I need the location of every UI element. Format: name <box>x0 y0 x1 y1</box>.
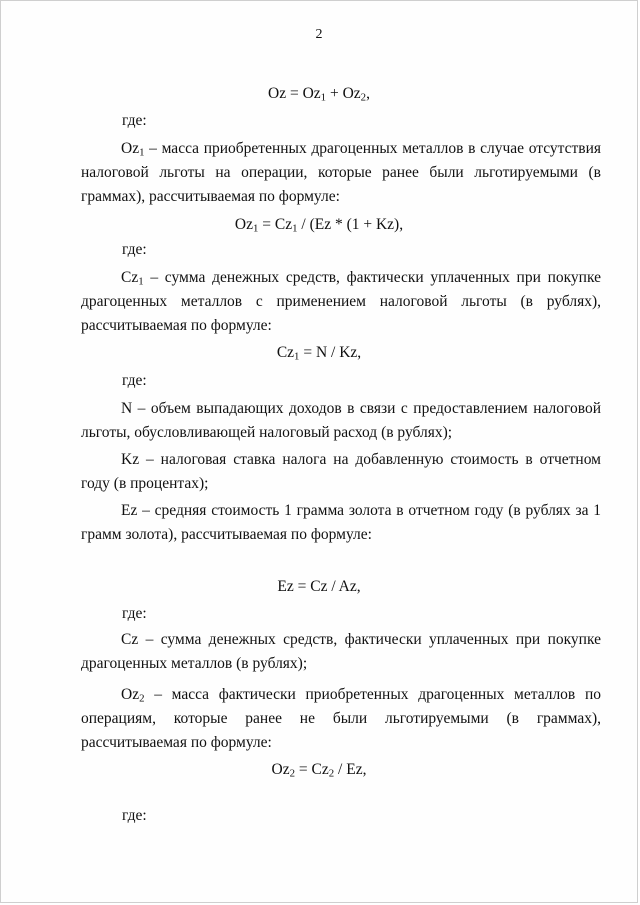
formula-cz1: $Cz_1 = N / Kz$, <box>276 344 362 363</box>
page-number: 2 <box>315 27 323 42</box>
definition-cz1: $Cz_1$ – сумма денежных средств, фактически уплаченных при покупке драгоценных металлов с применением налоговой льготы (в рублях), рассчитываемая по формуле: <box>81 269 601 334</box>
definition-ez: Ez – средняя стоимость 1 грамма золота в отчетном году (в рублях за 1 грамм золота), рассчитываемая по формуле: <box>81 502 601 543</box>
definition-oz2: $Oz_2$ – масса фактически приобретенных драгоценных металлов по операциям, которые ранее не были льготируемыми (в граммах), рассчитываемая по формуле: <box>81 686 601 751</box>
formula-oz: $Oz = Oz_1 + Oz_2$, <box>268 85 370 104</box>
definition-kz: Kz – налоговая ставка налога на добавленную стоимость в отчетном году (в процентах); <box>81 451 601 492</box>
definition-oz1: $Oz_1$ – масса приобретенных драгоценных металлов в случае отсутствия налоговой льготы на операции, которые ранее были льготируемыми (в граммах), рассчитываемая по формуле: <box>81 140 601 205</box>
where-label: где: <box>122 807 147 824</box>
definition-cz: Cz – сумма денежных средств, фактически уплаченных при покупке драгоценных металлов (в рублях); <box>81 631 601 672</box>
where-label: где: <box>122 372 147 389</box>
where-label: где: <box>122 241 147 258</box>
where-label: где: <box>122 605 147 622</box>
formula-ez: Ez = Cz / Az, <box>277 578 361 595</box>
where-label: где: <box>122 112 147 129</box>
formula-oz2: $Oz_2 = Cz_2 / Ez$, <box>271 761 367 780</box>
formula-oz1: $Oz_1 = Cz_1 / (Ez * (1 + Kz)$, <box>234 216 404 235</box>
definition-n: N – объем выпадающих доходов в связи с предоставлением налоговой льготы, обусловливающей налоговый расход (в рублях); <box>81 400 601 441</box>
